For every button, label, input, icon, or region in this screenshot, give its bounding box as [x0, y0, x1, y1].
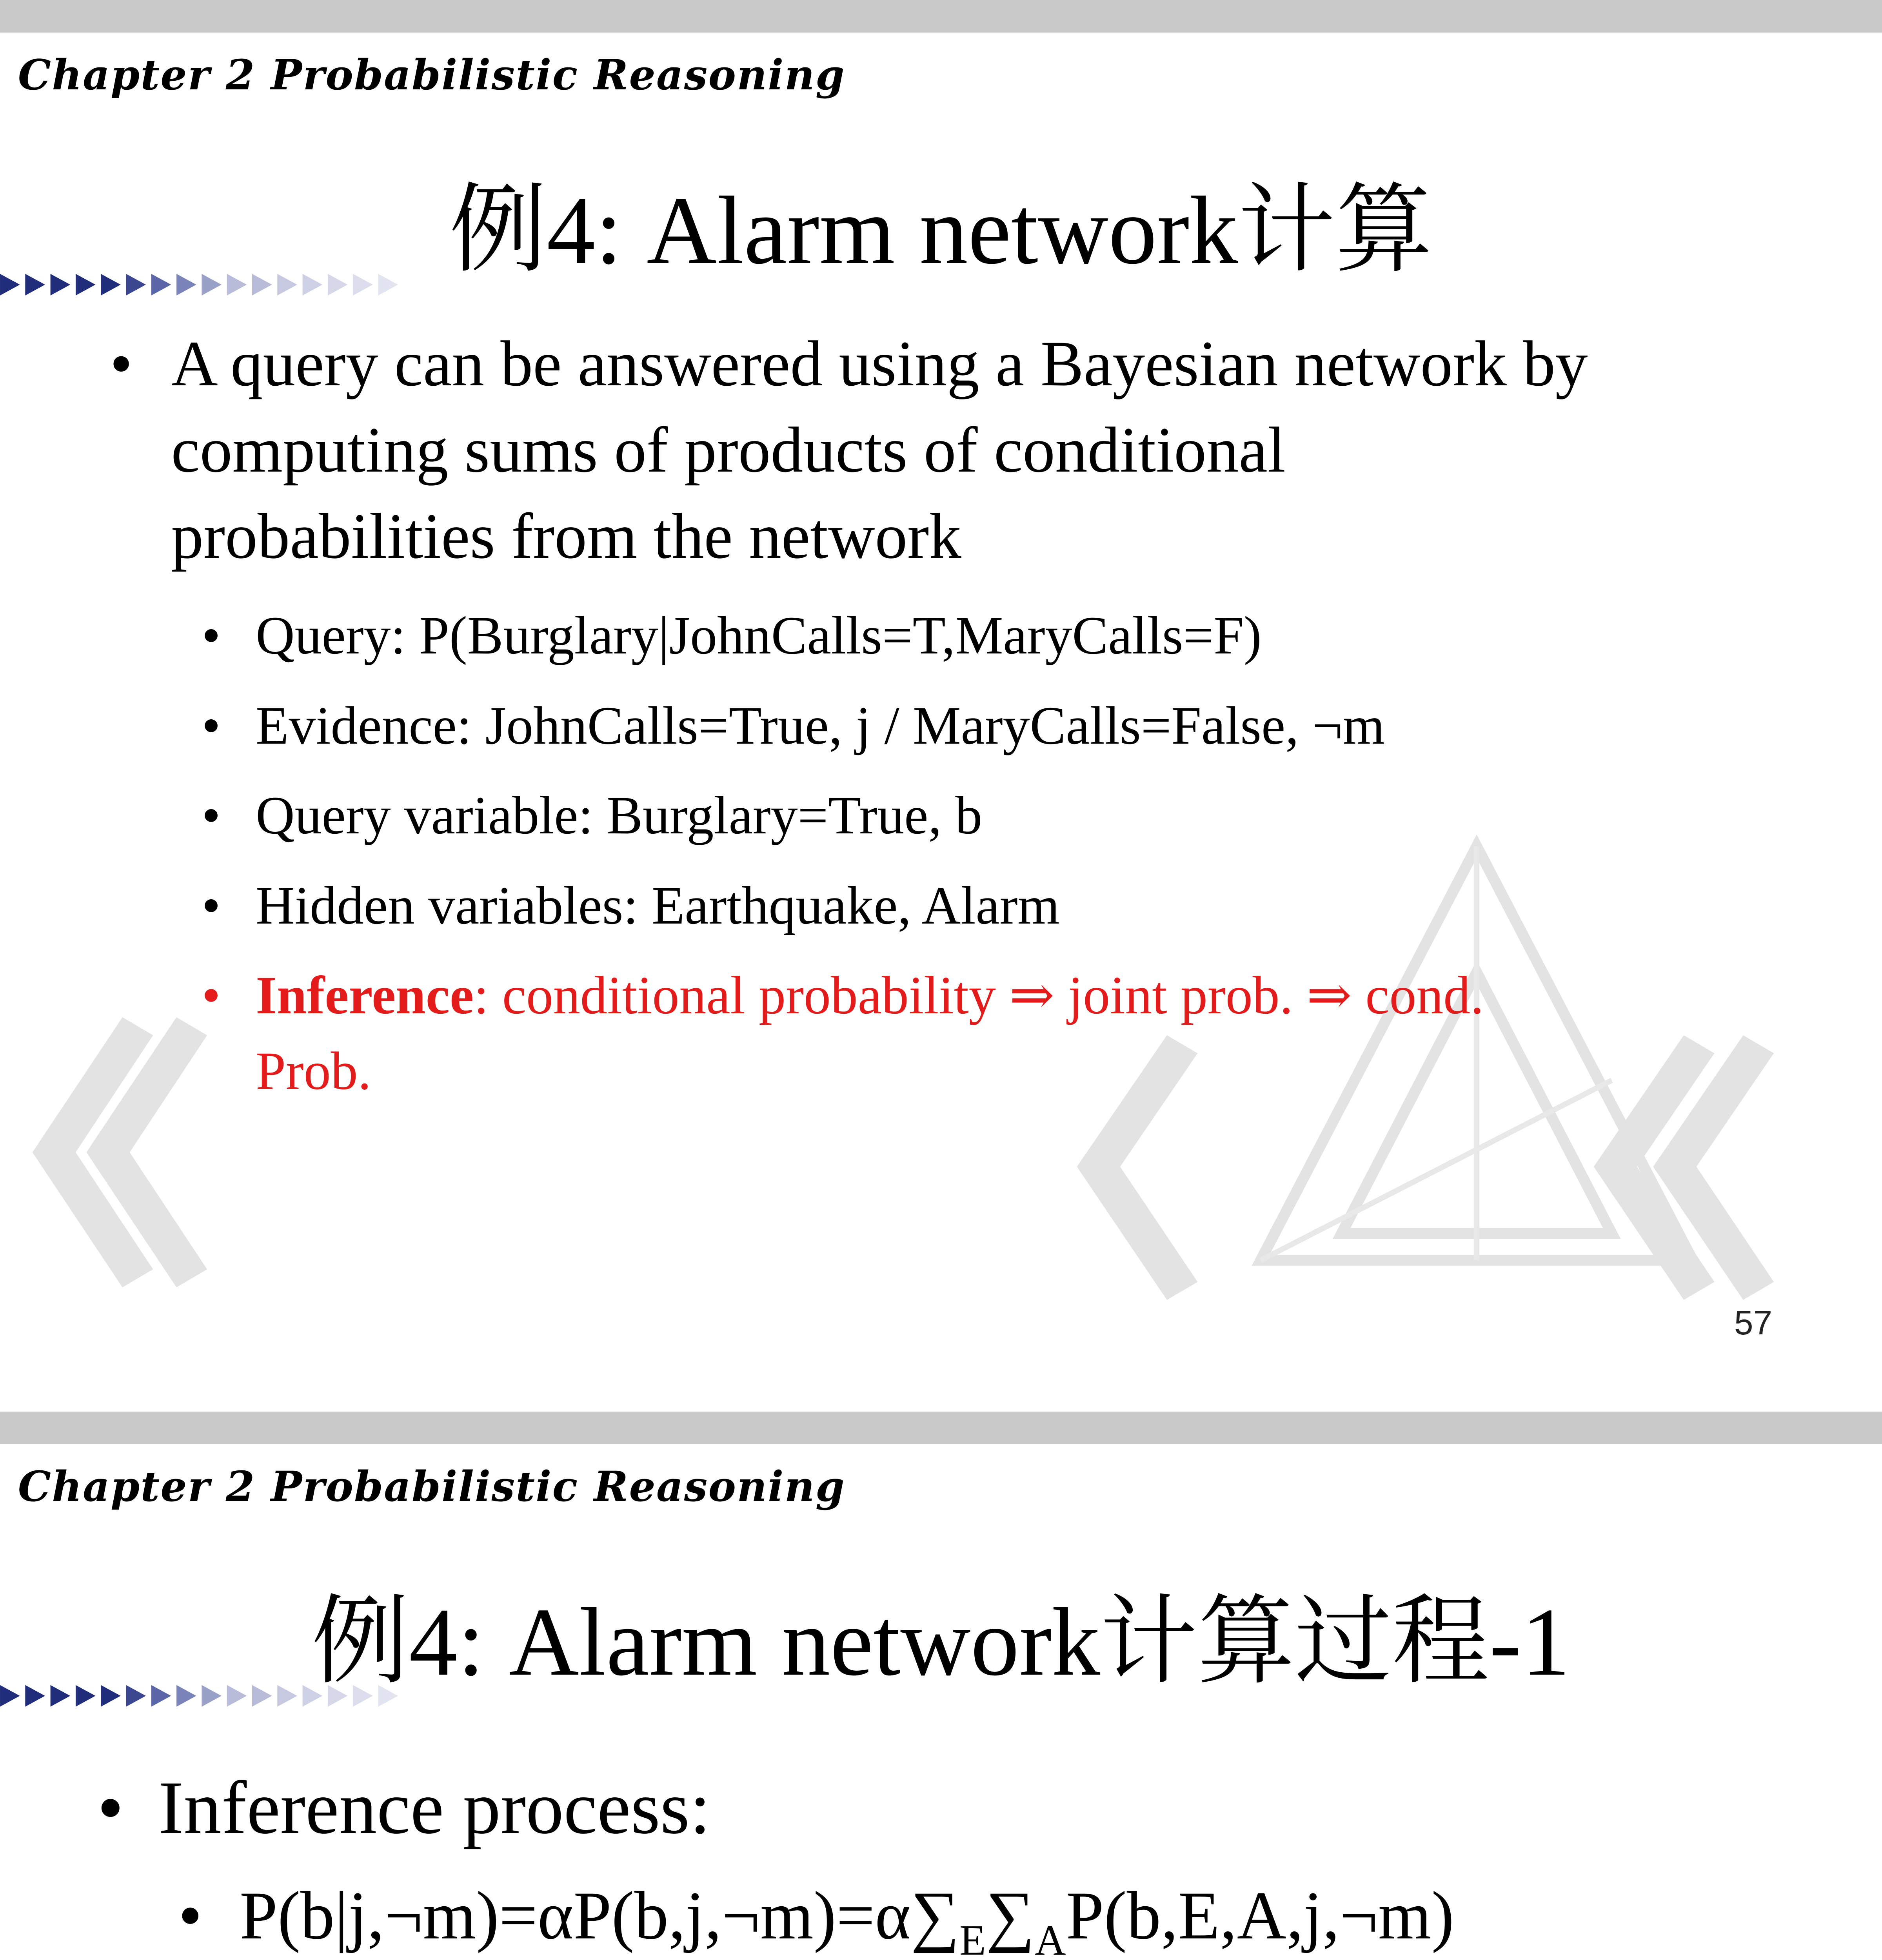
- inference-item: [256, 958, 1840, 1109]
- slide-58: [0, 1412, 1882, 1960]
- slide-title: 例4: Alarm network计算过程-1: [311, 1588, 1570, 1696]
- page-number: 57: [1734, 1304, 1773, 1342]
- list-item: [171, 321, 1846, 580]
- list-item: • Evidence: JohnCalls=True, j / MaryCalls=False, ¬m: [256, 688, 1840, 778]
- process-heading: • Inference process:: [158, 1763, 1779, 1853]
- slide-title: 例4: Alarm network计算: [449, 176, 1433, 284]
- content-list: [158, 1763, 1779, 1853]
- intro-line: • A query can be answered using a Bayesian network by: [171, 327, 1588, 399]
- chapter-header: Chapter 2 Probabilistic Reasoning: [18, 50, 845, 99]
- equation-1: • $P(b|j,\neg m)=\alpha P(b,j,\neg m)=\alpha\sum_E\sum_AP(b,E,A,j,\neg m)$: [240, 1876, 1454, 1955]
- header-arrows-icon: [0, 1683, 414, 1708]
- content-list: [171, 321, 1846, 580]
- list-item: • Hidden variables: Earthquake, Alarm: [256, 868, 1840, 958]
- list-item: • Query variable: Burglary=True, b: [256, 778, 1840, 868]
- intro-line: probabilities from the network: [171, 500, 961, 572]
- inference-text-cont: Prob.: [256, 1041, 371, 1101]
- header-arrows-icon: [0, 272, 414, 297]
- inference-text: : conditional probability ⇒ joint prob. ⇒ cond.: [474, 965, 1484, 1025]
- inference-label: Inference: [256, 965, 474, 1025]
- list-item: • Query: P(Burglary|JohnCalls=T,MaryCalls=F): [256, 598, 1840, 688]
- intro-line: computing sums of products of conditional: [171, 414, 1286, 486]
- sub-list: [256, 598, 1840, 1109]
- chapter-header: Chapter 2 Probabilistic Reasoning: [18, 1462, 845, 1511]
